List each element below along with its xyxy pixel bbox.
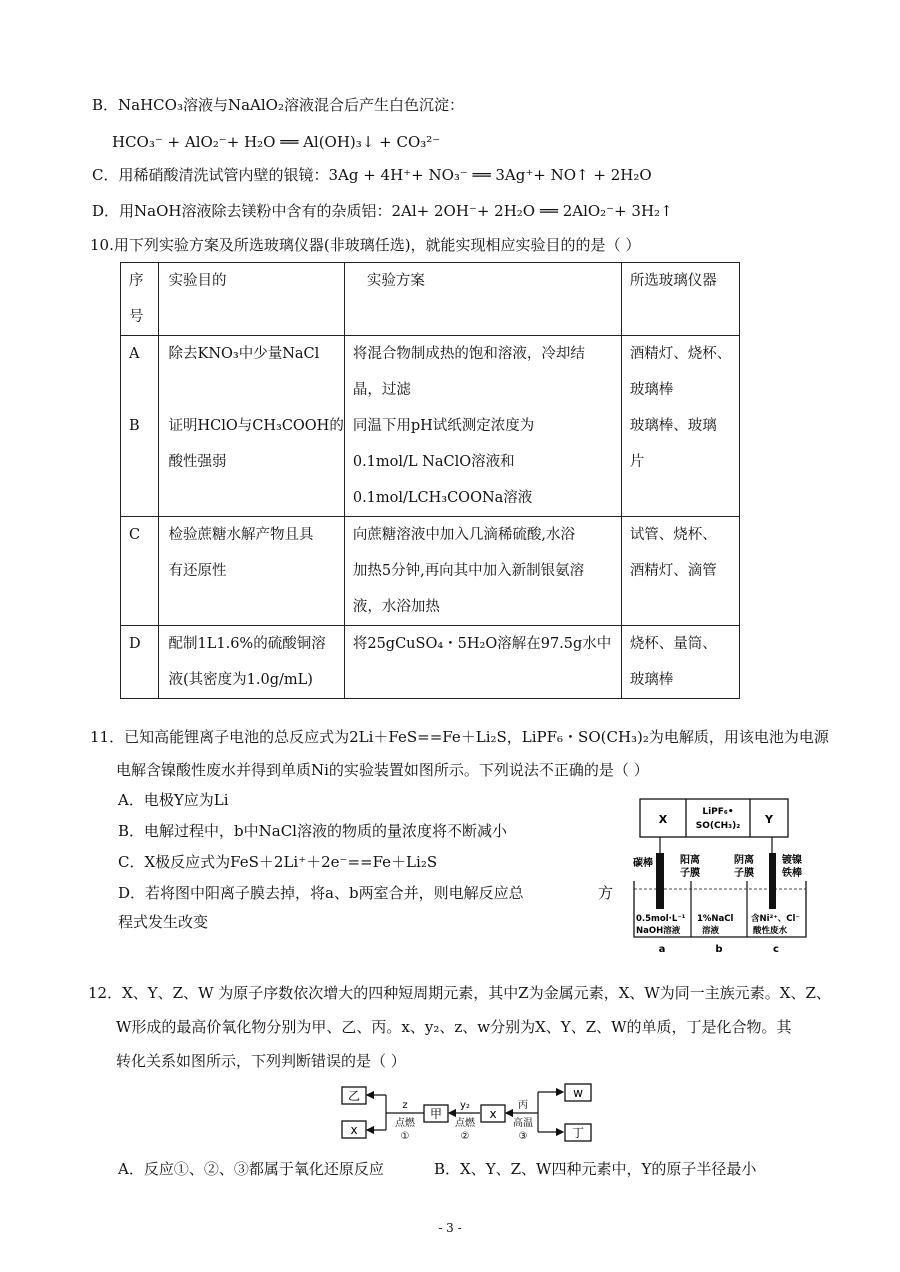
row-c-glass-2: 酒精灯、滴管 bbox=[629, 563, 717, 579]
reaction-2-number: ② bbox=[460, 1131, 470, 1142]
electrolyte-label: LiPF₆• bbox=[702, 807, 734, 817]
q12-option-b: B．X、Y、Z、W四种元素中，Y的原子半径最小 bbox=[434, 1160, 757, 1178]
solution-c-label-2: 酸性废水 bbox=[753, 926, 788, 936]
q10-stem: 10.用下列实验方案及所选玻璃仪器(非玻璃任选)，就能实现相应实验目的的是（ ） bbox=[90, 236, 641, 254]
row-b-id: B bbox=[129, 418, 140, 434]
q11-stem-1: 11．已知高能锂离子电池的总反应式为2Li＋FeS==Fe＋Li₂S，LiPF₆・SO(CH₃)₂为电解质，用该电池为电源 bbox=[90, 728, 829, 746]
row-a-purpose: 除去KNO₃中少量NaCl bbox=[168, 346, 320, 362]
header-seq-2: 号 bbox=[129, 309, 144, 325]
row-b-purpose: 证明HClO与CH₃COOH的 bbox=[168, 418, 344, 434]
q9-option-b-equation: HCO₃⁻ + AlO₂⁻+ H₂O ══ Al(OH)₃↓ + CO₃²⁻ bbox=[112, 133, 441, 151]
row-b-plan: 同温下用pH试纸测定浓度为 bbox=[352, 418, 535, 434]
chamber-b-label: b bbox=[715, 944, 723, 955]
anion-membrane-label-2: 子膜 bbox=[734, 868, 754, 879]
q10-table bbox=[120, 262, 740, 699]
row-b-plan-2: 0.1mol/L NaClO溶液和 bbox=[352, 454, 515, 470]
reaction-3-reagent: 丙 bbox=[518, 1100, 528, 1111]
row-a-plan-2: 晶，过滤 bbox=[352, 382, 411, 398]
q9-option-c: C．用稀硝酸清洗试管内壁的银镜：3Ag + 4H⁺+ NO₃⁻ ══ 3Ag⁺+ NO↑ + 2H₂O bbox=[92, 166, 652, 184]
electrolysis-apparatus-diagram bbox=[630, 797, 812, 957]
row-d-glass: 烧杯、量筒、 bbox=[629, 636, 717, 652]
row-b-glass-2: 片 bbox=[629, 454, 645, 470]
q12-stem-3: 转化关系如图所示，下列判断错误的是（ ） bbox=[116, 1052, 406, 1070]
chamber-c-label: c bbox=[773, 944, 779, 955]
row-b-glass: 玻璃棒、玻璃 bbox=[629, 418, 717, 434]
row-d-plan: 将25gCuSO₄・5H₂O溶解在97.5g水中 bbox=[352, 636, 612, 652]
q12-option-a: A．反应①、②、③都属于氧化还原反应 bbox=[118, 1160, 384, 1178]
header-plan: 实验方案 bbox=[366, 273, 425, 289]
row-a-plan: 将混合物制成热的饱和溶液，冷却结 bbox=[352, 346, 585, 362]
header-glass: 所选玻璃仪器 bbox=[629, 273, 717, 289]
q11-option-d-2: 程式发生改变 bbox=[118, 913, 209, 931]
reaction-1-reagent: z bbox=[402, 1100, 408, 1111]
table-row bbox=[121, 626, 740, 699]
row-d-id: D bbox=[129, 636, 141, 652]
row-a-glass: 酒精灯、烧杯、 bbox=[629, 346, 732, 362]
nickel-rod-label-2: 铁棒 bbox=[782, 868, 802, 879]
row-c-plan-2: 加热5分钟,再向其中加入新制银氨溶 bbox=[352, 563, 585, 579]
row-c-plan: 向蔗糖溶液中加入几滴稀硫酸,水浴 bbox=[352, 527, 575, 543]
reaction-3-number: ③ bbox=[518, 1131, 528, 1142]
solution-a-label-2: NaOH溶液 bbox=[636, 926, 681, 936]
row-c-id: C bbox=[129, 527, 141, 543]
q11-option-c: C．X极反应式为FeS＋2Li⁺＋2e⁻==Fe＋Li₂S bbox=[118, 853, 438, 871]
header-purpose: 实验目的 bbox=[168, 273, 227, 289]
solution-b-label: 1%NaCl bbox=[697, 914, 734, 924]
q12-stem-1: 12．X、Y、Z、W 为原子序数依次增大的四种短周期元素，其中Z为金属元素，X、W为同一主族元素。X、Z、 bbox=[88, 984, 831, 1002]
box-x-left: x bbox=[350, 1123, 358, 1137]
box-yi: 乙 bbox=[347, 1089, 361, 1103]
row-b-purpose-2: 酸性强弱 bbox=[168, 454, 227, 470]
solution-a-label: 0.5mol·L⁻¹ bbox=[636, 914, 686, 924]
reaction-1-condition: 点燃 bbox=[395, 1118, 415, 1129]
electrode-y-label: Y bbox=[765, 813, 773, 826]
carbon-rod-label: 碳棒 bbox=[633, 858, 653, 869]
electrode-x-label: X bbox=[658, 813, 668, 826]
q12-stem-2: W形成的最高价氧化物分别为甲、乙、丙。x、y₂、z、w分别为X、Y、Z、W的单质，丁是化合物。其 bbox=[116, 1018, 792, 1036]
q11-option-d: D．若将图中阳离子膜去掉，将a、b两室合并，则电解反应总 bbox=[118, 884, 524, 902]
page-number: - 3 - bbox=[438, 1221, 462, 1235]
cation-membrane-label-2: 子膜 bbox=[680, 868, 700, 879]
row-c-purpose: 检验蔗糖水解产物且具 bbox=[168, 527, 314, 543]
reaction-2-reagent: y₂ bbox=[460, 1100, 470, 1111]
q11-option-b: B．电解过程中，b中NaCl溶液的物质的量浓度将不断减小 bbox=[118, 822, 507, 840]
header-seq: 序 bbox=[129, 273, 144, 289]
q9-option-b-title: B．NaHCO₃溶液与NaAlO₂溶液混合后产生白色沉淀： bbox=[92, 96, 464, 114]
table-header-row bbox=[121, 263, 740, 336]
row-a-id: A bbox=[129, 346, 140, 362]
row-c-glass: 试管、烧杯、 bbox=[629, 527, 717, 543]
q11-option-d-tail: 方 bbox=[598, 884, 614, 902]
table-row bbox=[121, 517, 740, 626]
table-row bbox=[121, 336, 740, 517]
cation-membrane-label: 阳离 bbox=[680, 855, 700, 866]
box-w: w bbox=[573, 1086, 583, 1100]
q11-stem-2: 电解含镍酸性废水并得到单质Ni的实验装置如图所示。下列说法不正确的是（ ） bbox=[116, 761, 649, 779]
row-b-plan-3: 0.1mol/LCH₃COONa溶液 bbox=[352, 490, 533, 506]
anion-membrane-label: 阴离 bbox=[734, 855, 754, 866]
row-c-plan-3: 液，水浴加热 bbox=[352, 599, 440, 615]
q9-option-d: D．用NaOH溶液除去镁粉中含有的杂质铝：2Al+ 2OH⁻+ 2H₂O ══ 2AlO₂⁻+ 3H₂↑ bbox=[92, 202, 673, 220]
box-ding: 丁 bbox=[571, 1126, 585, 1140]
row-d-purpose-2: 液(其密度为1.0g/mL) bbox=[168, 672, 313, 688]
box-x-mid: x bbox=[489, 1107, 497, 1121]
electrolyte-label-2: SO(CH₃)₂ bbox=[695, 821, 741, 831]
nickel-rod-electrode bbox=[769, 853, 776, 909]
reaction-3-condition: 高温 bbox=[513, 1118, 533, 1129]
row-d-purpose: 配制1L1.6%的硫酸铜溶 bbox=[168, 636, 326, 652]
chamber-a-label: a bbox=[658, 944, 666, 955]
row-a-glass-2: 玻璃棒 bbox=[629, 382, 674, 398]
row-c-purpose-2: 有还原性 bbox=[168, 563, 227, 579]
reaction-2-condition: 点燃 bbox=[455, 1118, 475, 1129]
q11-option-a: A．电极Y应为Li bbox=[118, 791, 229, 809]
row-d-glass-2: 玻璃棒 bbox=[629, 672, 674, 688]
nickel-rod-label: 镀镍 bbox=[782, 855, 802, 866]
carbon-rod-electrode bbox=[656, 853, 664, 909]
solution-c-label: 含Ni²⁺、Cl⁻ bbox=[751, 914, 800, 924]
solution-b-label-2: 溶液 bbox=[702, 926, 720, 936]
box-jia: 甲 bbox=[429, 1107, 443, 1121]
conversion-relationship-diagram bbox=[338, 1080, 608, 1154]
reaction-1-number: ① bbox=[400, 1131, 410, 1142]
